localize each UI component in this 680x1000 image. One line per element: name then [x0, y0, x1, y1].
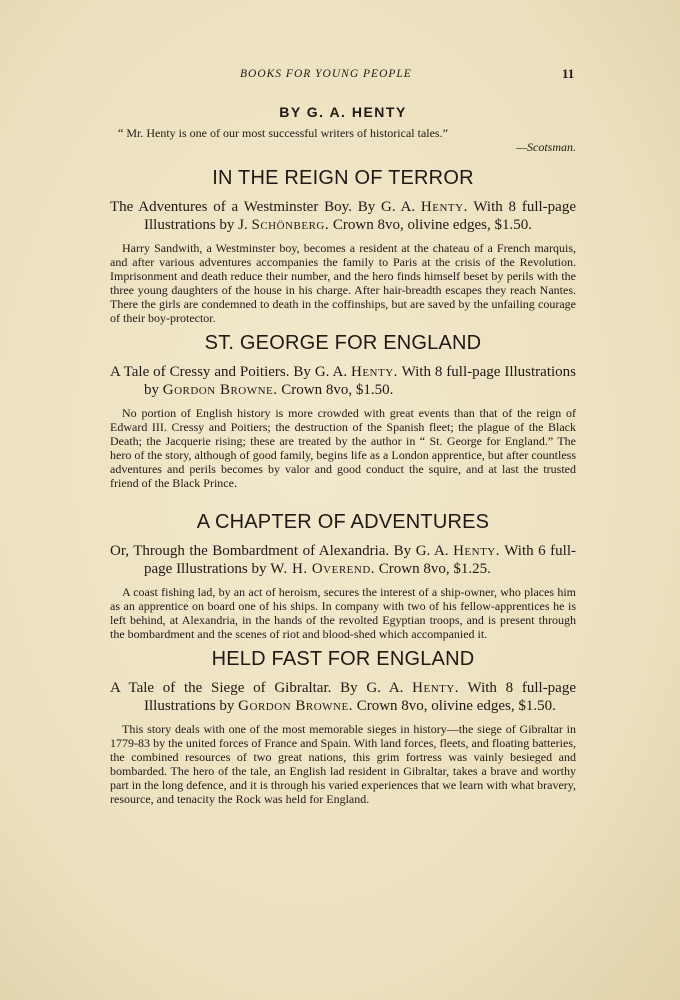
- book-description: Or, Through the Bombardment of Alexandria. By G. A. Henty. With 6 full-page Illustrations by W. H. Overend. Crown 8vo, $1.25.: [110, 543, 577, 577]
- book-entry: [110, 510, 576, 641]
- book-entry: [110, 166, 576, 325]
- book-title: A CHAPTER OF ADVENTURES: [196, 511, 490, 533]
- illustrator-name: Gordon Browne.: [238, 698, 353, 714]
- page-content: [110, 104, 576, 810]
- book-description: The Adventures of a Westminster Boy. By G. A. Henty. With 8 full-page Illustrations by J. Schönberg. Crown 8vo, olivine edges, $1.50.: [110, 199, 576, 233]
- book-description: A Tale of the Siege of Gibraltar. By G. A. Henty. With 8 full-page Illustrations by Gordon Browne. Crown 8vo, olivine edges, $1.50.: [110, 680, 576, 714]
- author-name: Henty.: [453, 543, 500, 559]
- book-summary: This story deals with one of the most memorable sieges in history—the siege of Gibraltar in 1779-83 by the united forces of France and Spain. With land forces, fleets, and floating batteries, the combined resources of two great nations, this grim fortress was vainly besieged and bombarded. The hero of the tale, an English lad resident in Gibraltar, takes a brave and worthy part in the long defence, and it is through his varied experiences that we learn with what bravery, resource, and tenacity the Rock was held for England.: [110, 722, 576, 806]
- book-entry: [110, 647, 576, 806]
- book-entry: [110, 331, 576, 490]
- page-number: 11: [562, 66, 575, 81]
- illustrator-name: Schönberg.: [251, 217, 330, 233]
- book-title: IN THE REIGN OF TERROR: [212, 167, 474, 189]
- book-description: A Tale of Cressy and Poitiers. By G. A. Henty. With 8 full-page Illustrations by Gordon Browne. Crown 8vo, $1.50.: [110, 364, 577, 398]
- review-quote-source: —Scotsman.: [516, 140, 576, 154]
- book-summary: Harry Sandwith, a Westminster boy, becomes a resident at the chateau of a French marquis, and after various adventures accompanies the family to Paris at the crisis of the Revolution. Imprisonment and death reduce their number, and the hero finds himself beset by perils with the three young daughters of the house in his charge. After hair-breadth escapes they reach Nantes. There the girls are condemned to death in the coffinships, but are saved by the unfailing courage of their boy-protector.: [110, 241, 576, 325]
- running-title: BOOKS FOR YOUNG PEOPLE: [240, 68, 412, 80]
- book-summary: No portion of English history is more crowded with great events than that of the reign of Edward III. Cressy and Poitiers; the destruction of the Spanish fleet; the plague of the Black Death; the Jacquerie rising; these are treated by the author in “ St. George for England.” The hero of the story, although of good family, begins life as a London apprentice, but after countless adventures and perils becomes by valor and good conduct the squire, and at last the trusted friend of the Black Prince.: [110, 406, 576, 490]
- author-name: Henty.: [351, 364, 398, 380]
- running-head: [0, 68, 680, 88]
- author-name: Henty.: [412, 680, 460, 696]
- author-heading: BY G. A. HENTY: [279, 104, 407, 120]
- review-quote: “ Mr. Henty is one of our most successful writers of historical tales.”: [118, 126, 448, 140]
- book-title: HELD FAST FOR ENGLAND: [211, 648, 475, 670]
- book-summary: A coast fishing lad, by an act of heroism, secures the interest of a ship-owner, who places him as an apprentice on board one of his ships. In company with two of his fellow-apprentices he is left behind, at Alexandria, in the hands of the revolted Egyptian troops, and is present through the bombardment and the scenes of riot and blood-shed which accompanied it.: [110, 585, 576, 641]
- author-name: Henty.: [420, 199, 468, 215]
- illustrator-name: W. H. Overend.: [270, 561, 376, 577]
- book-title: ST. GEORGE FOR ENGLAND: [204, 332, 482, 354]
- illustrator-name: Gordon Browne.: [162, 382, 278, 398]
